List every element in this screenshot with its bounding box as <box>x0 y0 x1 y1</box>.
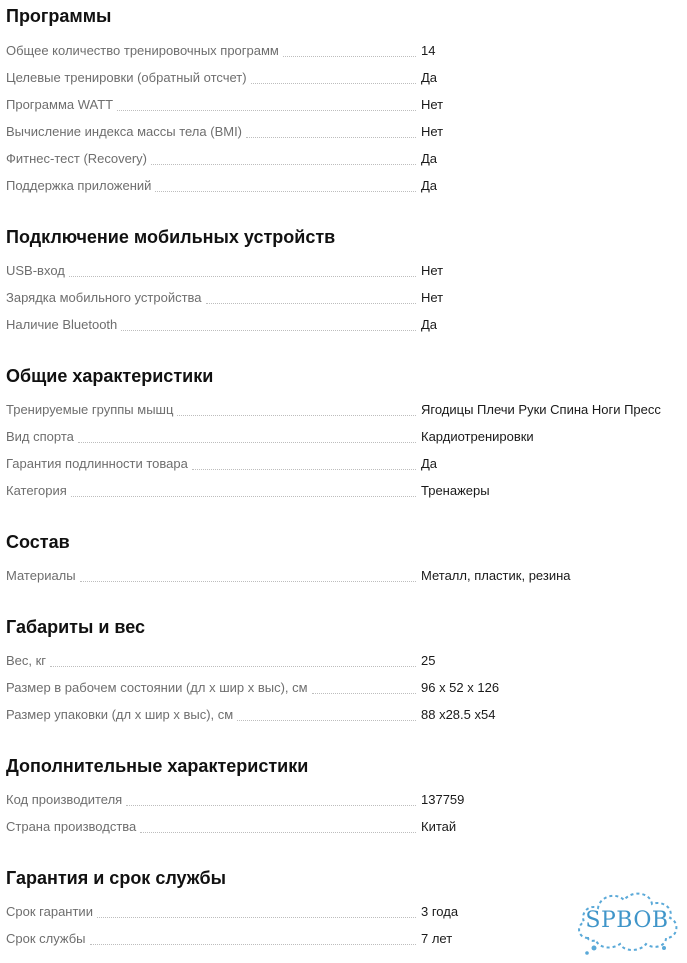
spec-value: Нет <box>421 97 444 112</box>
spec-row <box>0 66 687 86</box>
spec-row <box>0 93 687 113</box>
watermark-text: SPBOB <box>585 908 669 933</box>
section-title: Подключение мобильных устройств <box>6 227 336 247</box>
dot-leader <box>117 106 416 111</box>
dot-leader <box>237 716 416 721</box>
section-title: Программы <box>6 6 112 26</box>
dot-leader <box>80 577 416 582</box>
spec-row <box>0 39 687 59</box>
dot-leader <box>177 411 416 416</box>
spec-value: Нет <box>421 124 444 139</box>
spec-label: Размер упаковки (дл х шир х выс), см <box>6 707 234 722</box>
dot-leader <box>192 465 416 470</box>
spec-row <box>0 452 687 472</box>
spec-value: Да <box>421 317 438 332</box>
spec-row <box>0 676 687 696</box>
spec-value: 96 х 52 х 126 <box>421 680 500 695</box>
watermark-logo <box>574 886 680 958</box>
dot-leader <box>246 133 416 138</box>
spec-row <box>0 398 687 418</box>
dot-leader <box>69 272 416 277</box>
spec-value: Да <box>421 178 438 193</box>
spec-row <box>0 313 687 333</box>
spec-label: Срок гарантии <box>6 904 93 919</box>
spec-value: Да <box>421 70 438 85</box>
section-title: Дополнительные характеристики <box>6 756 309 776</box>
spec-label: Фитнес-тест (Recovery) <box>6 151 148 166</box>
spec-label: Зарядка мобильного устройства <box>6 290 202 305</box>
spec-value: 3 года <box>421 904 459 919</box>
dot-leader <box>251 79 416 84</box>
spec-label: Поддержка приложений <box>6 178 152 193</box>
spec-row <box>0 259 687 279</box>
spec-value: 137759 <box>421 792 465 807</box>
spec-value: Нет <box>421 263 444 278</box>
spec-label: Вид спорта <box>6 429 74 444</box>
dot-leader <box>97 913 416 918</box>
spec-value: Тренажеры <box>421 483 490 498</box>
spec-value: Металл, пластик, резина <box>421 568 571 583</box>
spec-value: Да <box>421 151 438 166</box>
spec-value: Кардиотренировки <box>421 429 534 444</box>
spec-row <box>0 120 687 140</box>
section-title: Габариты и вес <box>6 617 146 637</box>
spec-row <box>0 174 687 194</box>
spec-label: Категория <box>6 483 67 498</box>
spec-row <box>0 147 687 167</box>
section-title: Гарантия и срок службы <box>6 868 227 888</box>
dot-leader <box>71 492 416 497</box>
spec-value: 14 <box>421 43 436 58</box>
dot-leader <box>50 662 416 667</box>
dot-leader <box>126 801 416 806</box>
spec-label: Код производителя <box>6 792 123 807</box>
spec-row <box>0 703 687 723</box>
dot-leader <box>140 828 416 833</box>
spec-value: 25 <box>421 653 436 668</box>
section-title: Общие характеристики <box>6 366 214 386</box>
spec-row <box>0 649 687 669</box>
spec-value: 88 х28.5 х54 <box>421 707 496 722</box>
spec-row <box>0 425 687 445</box>
dot-leader <box>312 689 416 694</box>
spec-row <box>0 788 687 808</box>
spec-label: Вес, кг <box>6 653 47 668</box>
spec-row <box>0 286 687 306</box>
spec-value: Ягодицы Плечи Руки Спина Ноги Пресс <box>421 402 661 417</box>
spec-label: Тренируемые группы мышц <box>6 402 174 417</box>
spec-label: Страна производства <box>6 819 137 834</box>
spec-label: Общее количество тренировочных программ <box>6 43 279 58</box>
spec-value: Китай <box>421 819 457 834</box>
dot-leader <box>151 160 416 165</box>
dot-leader <box>78 438 416 443</box>
spec-row <box>0 479 687 499</box>
spec-label: USB-вход <box>6 263 65 278</box>
spec-row <box>0 564 687 584</box>
dot-leader <box>155 187 416 192</box>
spec-label: Наличие Bluetooth <box>6 317 118 332</box>
dot-leader <box>90 940 416 945</box>
spec-value: Да <box>421 456 438 471</box>
dot-leader <box>121 326 416 331</box>
spec-label: Материалы <box>6 568 76 583</box>
spec-value: 7 лет <box>421 931 453 946</box>
spec-row <box>0 815 687 835</box>
spec-label: Гарантия подлинности товара <box>6 456 188 471</box>
spec-label: Срок службы <box>6 931 86 946</box>
spec-label: Размер в рабочем состоянии (дл х шир х выс), см <box>6 680 308 695</box>
spec-value: Нет <box>421 290 444 305</box>
spec-label: Вычисление индекса массы тела (BMI) <box>6 124 243 139</box>
dot-leader <box>283 52 416 57</box>
spec-label: Целевые тренировки (обратный отсчет) <box>6 70 247 85</box>
section-title: Состав <box>6 532 70 552</box>
spec-label: Программа WATT <box>6 97 114 112</box>
dot-leader <box>206 299 416 304</box>
